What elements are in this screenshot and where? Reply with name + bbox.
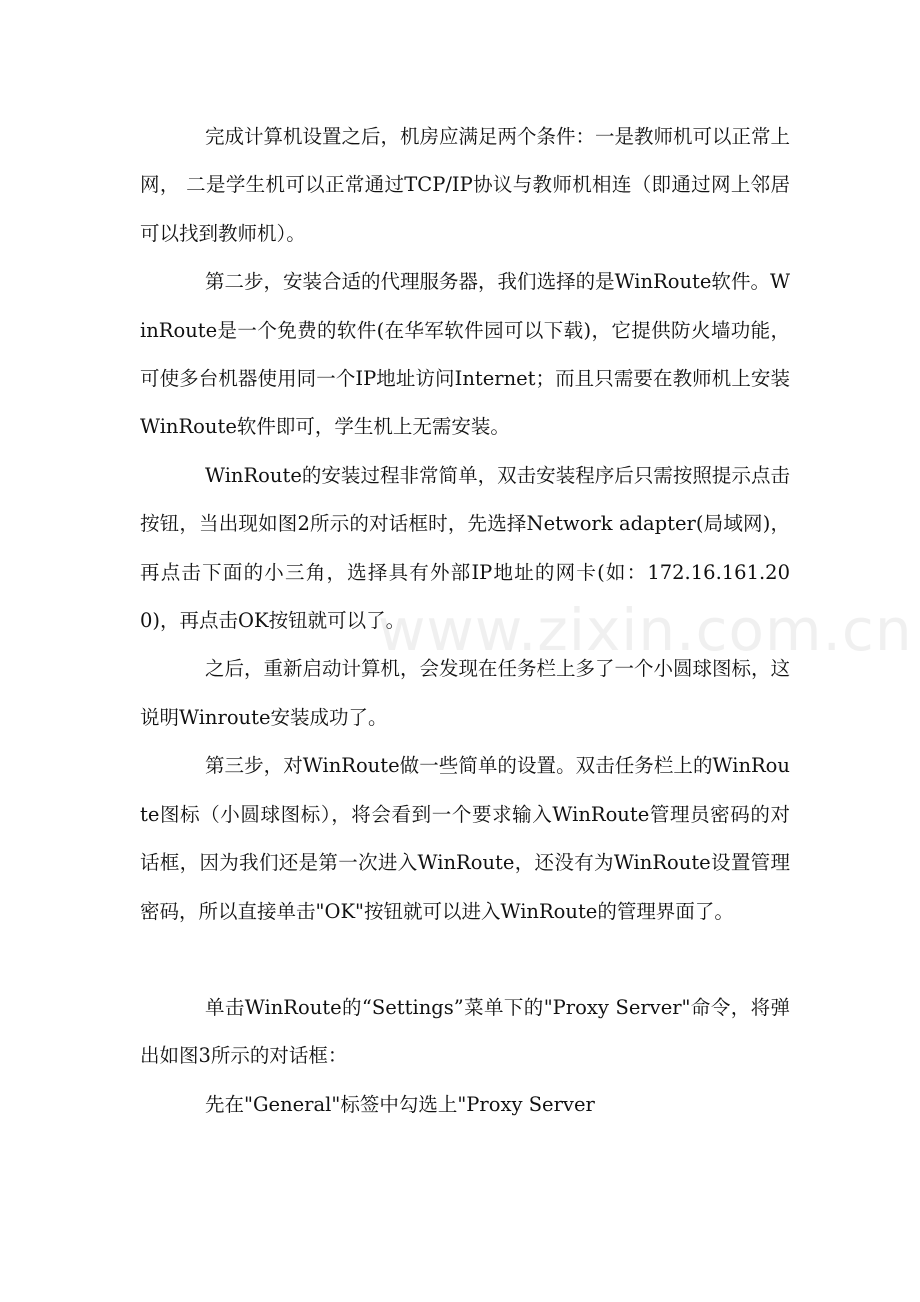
paragraph-3: WinRoute的安装过程非常简单，双击安装程序后只需按照提示点击按钮，当出现如图2所示的对话框时，先选择Network adapter(局域网)，再点击下面的小三角，选择具有外部IP地址的网卡(如：172.16.161.200)，再点击OK按钮就可以了。 xyxy=(140,463,790,633)
watermark: www.zixin.com.cn xyxy=(378,596,913,664)
paragraph-6: 单击WinRoute的“Settings”菜单下的"Proxy Server"命令，将弹出如图3所示的对话框： xyxy=(140,995,790,1068)
paragraph-1: 完成计算机设置之后，机房应满足两个条件：一是教师机可以正常上网， 二是学生机可以正常通过TCP/IP协议与教师机相连（即通过网上邻居可以找到教师机）。 xyxy=(140,125,791,245)
paragraph-7: 先在"General"标签中勾选上"Proxy Server xyxy=(205,1092,595,1116)
paragraph-2: 第二步，安装合适的代理服务器，我们选择的是WinRoute软件。WinRoute是一个免费的软件(在华军软件园可以下载)，它提供防火墙功能，可使多台机器使用同一个IP地址访问Internet；而且只需要在教师机上安装WinRoute软件即可，学生机上无需安装。 xyxy=(140,270,790,439)
paragraph-5: 第三步，对WinRoute做一些简单的设置。双击任务栏上的WinRoute图标（小圆球图标），将会看到一个要求输入WinRoute管理员密码的对话框，因为我们还是第一次进入WinRoute，还没有为WinRoute设置管理密码，所以直接单击"OK"按钮就可以进入WinRoute的管理界面了。 xyxy=(140,754,790,923)
paragraph-4: 之后，重新启动计算机，会发现在任务栏上多了一个小圆球图标，这说明Winroute安装成功了。 xyxy=(140,657,791,729)
